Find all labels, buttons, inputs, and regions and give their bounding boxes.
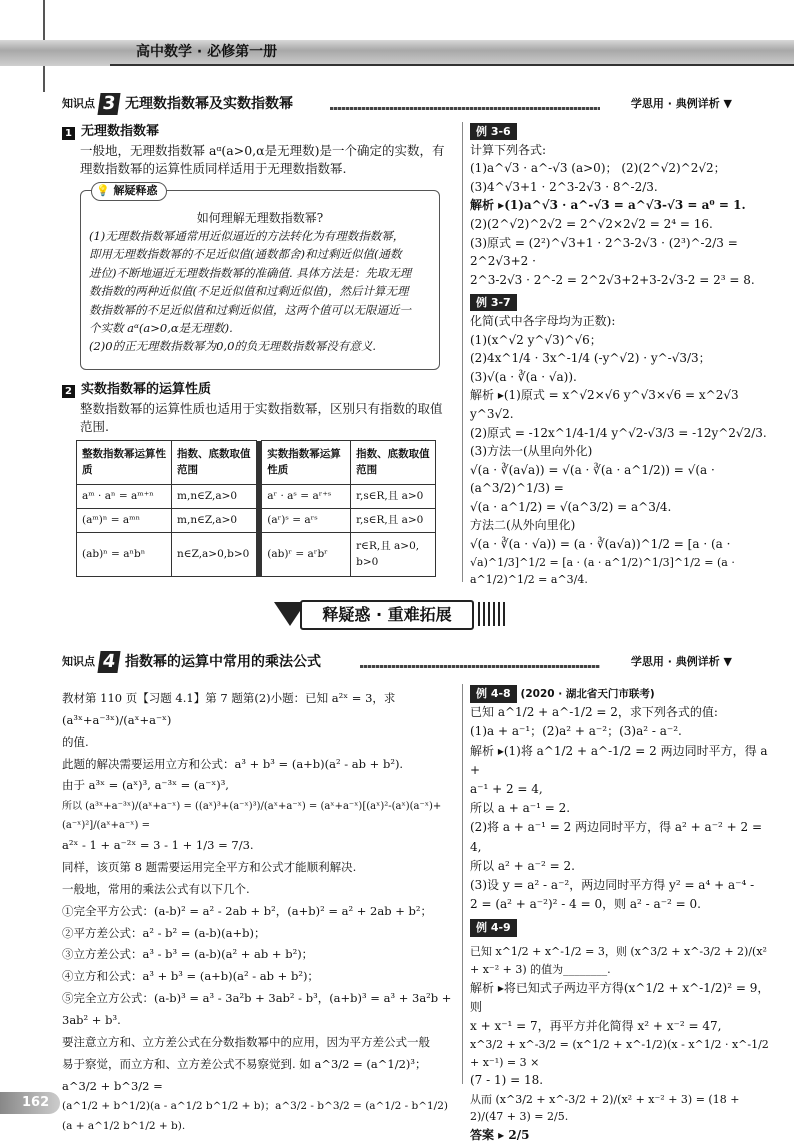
- ex36-line: (1)a^√3 · a^-√3 (a>0)； (2)(2^√2)^2√2；: [470, 161, 726, 176]
- banner-stripes-icon: [478, 602, 508, 626]
- ex49-line: (7 - 1) = 18.: [470, 1073, 544, 1088]
- table-header: 指数、底数取值范围: [172, 441, 257, 485]
- table-row: [77, 509, 436, 533]
- kp4-right-tag: 学思用 · 典例详析 ▼: [630, 654, 732, 668]
- ex48-line: 解析 ▸(1)将 a^1/2 + a^-1/2 = 2 两边同时平方，得 a +: [470, 743, 768, 777]
- table-header: 实数指数幂运算性质: [262, 441, 351, 485]
- example-4-8-tag: 例 4-8: [470, 685, 517, 703]
- kp4-line: 一般地，常用的乘法公式有以下几个.: [62, 881, 250, 896]
- page-number: 162: [0, 1092, 60, 1114]
- ex48-line: 所以 a + a⁻¹ = 2.: [470, 801, 571, 816]
- ex49-line: x^3/2 + x^-3/2 = (x^1/2 + x^-1/2)(x - x^1/2 · x^-1/2 + x⁻¹) = 3 ×: [470, 1038, 769, 1069]
- sec1-heading: [62, 122, 452, 142]
- ex49-line: x + x⁻¹ = 7，再平方并化简得 x² + x⁻² = 47,: [470, 1019, 722, 1033]
- kp4-line: ⑤完全立方公式：(a-b)³ = a³ - 3a²b + 3ab² - b³，(a+b)³ = a³ + 3a²b +: [62, 991, 452, 1006]
- table-cell: aᵐ · aⁿ = aᵐ⁺ⁿ: [77, 485, 172, 509]
- example-3-6-tag: 例 3-6: [470, 123, 517, 140]
- table-row: [77, 485, 436, 509]
- ex48-line: 2 = (a² + a⁻²)² - 4 = 0，则 a² - a⁻² = 0.: [470, 897, 701, 912]
- kp4-line: 教材第 110 页【习题 4.1】第 7 题第(2)小题：已知 a²ˣ = 3，求 (a³ˣ+a⁻³ˣ)/(aˣ+a⁻ˣ): [62, 691, 396, 727]
- banner-title: 释疑惑 · 重难拓展: [300, 600, 474, 630]
- sec2-number: 2: [62, 385, 75, 398]
- sec1-text1: 一般地，无理数指数幂 aᵅ(a>0,α是无理数)是一个确定的实数，有: [80, 142, 445, 158]
- kp4-main-text: [62, 688, 452, 1137]
- ex37-line: (2)原式 = -12x^1/4-1/4 y^√2-√3/3 = -12y^2√2/3.: [470, 425, 767, 440]
- kp3-heading: [62, 92, 732, 116]
- ex48-line: (2)将 a + a⁻¹ = 2 两边同时平方，得 a² + a⁻² + 2 = 4,: [470, 820, 763, 854]
- ex49-line: 解析 ▸将已知式子两边平方得(x^1/2 + x^-1/2)² = 9，则: [470, 980, 770, 1014]
- kp3-number: 3: [97, 93, 120, 115]
- kp4-line: 的值.: [62, 734, 89, 749]
- sec1: [62, 122, 452, 179]
- kp4-line: a²ˣ - 1 + a⁻²ˣ = 3 - 1 + 1/3 = 7/3.: [62, 838, 254, 853]
- kp4-line: 所以 (a³ˣ+a⁻³ˣ)/(aˣ+a⁻ˣ) = ((aˣ)³+(a⁻ˣ)³)/(aˣ+a⁻ˣ) = (aˣ+a⁻ˣ)[(aˣ)²-(aˣ)(a⁻ˣ)+(a⁻ˣ)²]/(aˣ+a⁻ˣ) =: [62, 801, 442, 832]
- clarification-tag-wrap: [91, 181, 167, 201]
- ex48-line: (1)a + a⁻¹；(2)a² + a⁻²；(3)a² - a⁻².: [470, 724, 682, 739]
- table-cell: r∈R,且 a>0, b>0: [351, 533, 436, 577]
- table-cell: m,n∈Z,a>0: [172, 485, 257, 509]
- kp4-line: 由于 a³ˣ = (aˣ)³, a⁻³ˣ = (a⁻ˣ)³,: [62, 778, 229, 793]
- header-rule: [110, 64, 794, 66]
- kp3-underline: [330, 107, 600, 110]
- kp3-title: 无理数指数幂及实数指数幂: [125, 95, 293, 112]
- table-cell: (ab)ʳ = aʳbʳ: [262, 533, 351, 577]
- sec1-title: 无理数指数幂: [81, 124, 160, 139]
- sec2-title: 实数指数幂的运算性质: [81, 382, 212, 397]
- clarification-line: 数指数幂的不足近似值和过剩近似值，这两个值可以无限逼近一: [89, 302, 411, 317]
- kp3-label: 知识点: [62, 96, 95, 110]
- clarification-line: 即用无理数指数幂的不足近似值(通数都舍)和过剩近似值(通数: [89, 247, 402, 262]
- bulb-icon: 💡: [96, 184, 110, 197]
- kp4-line: ④立方和公式：a³ + b³ = (a+b)(a² - ab + b²)；: [62, 969, 319, 984]
- sec2: [62, 380, 452, 437]
- section-banner: [260, 600, 530, 628]
- kp4-line: ①完全平方公式：(a-b)² = a² - 2ab + b²，(a+b)² = a² + 2ab + b²；: [62, 903, 432, 918]
- kp4-line: 同样，该页第 8 题需要运用完全平方和公式才能顺利解决.: [62, 860, 357, 875]
- table-row: [77, 533, 436, 577]
- example-4-8-source: (2020 · 湖北省天门市联考): [520, 688, 655, 700]
- ex37-line: 方法二(从外向里化): [470, 518, 576, 533]
- table-header: 指数、底数取值范围: [351, 441, 436, 485]
- ex37-line: √(a · ∛(a√a)) = √(a · ∛(a · a^1/2)) = √(a · (a^3/2)^1/3) =: [470, 462, 715, 496]
- clarification-line: 个实数 aᵅ(a>0,α是无理数).: [89, 320, 233, 335]
- ex37-line: √(a · ∛(a · √a)) = (a · ∛(a√a))^1/2 = [a · (a ·: [470, 537, 731, 552]
- ex37-line: (1)(x^√2 y^√3)^√6；: [470, 332, 602, 347]
- ex48-line: (3)设 y = a² - a⁻²，两边同时平方得 y² = a⁴ + a⁻⁴ -: [470, 877, 755, 892]
- kp4-number: 4: [97, 651, 120, 673]
- ex37-line: (3)√(a · ∛(a · √a)).: [470, 369, 577, 384]
- ex36-line: 2^3-2√3 · 2^-2 = 2^2√3+2+3-2√3-2 = 2³ = 8.: [470, 272, 755, 287]
- sec1-number: 1: [62, 127, 75, 140]
- table-cell: m,n∈Z,a>0: [172, 509, 257, 533]
- table-cell: (aᵐ)ⁿ = aᵐⁿ: [77, 509, 172, 533]
- kp4-line: ③立方差公式：a³ - b³ = (a-b)(a² + ab + b²)；: [62, 947, 314, 962]
- ex49-line: 从而 (x^3/2 + x^-3/2 + 2)/(x² + x⁻² + 3) = (18 + 2)/(47 + 3) = 2/5.: [470, 1092, 740, 1124]
- table-cell: (ab)ⁿ = aⁿbⁿ: [77, 533, 172, 577]
- clarification-box: [80, 184, 440, 370]
- ex36-line: (3)4^√3+1 · 2^3-2√3 · 8^-2/3.: [470, 179, 658, 194]
- table-header: 整数指数幂运算性质: [77, 441, 172, 485]
- sec2-text1: 整数指数幂的运算性质也适用于实数指数幂，区别只有指数的取值: [80, 400, 443, 416]
- clarification-question: 如何理解无理数指数幂?: [196, 211, 324, 225]
- kp4-line: (a^1/2 + b^1/2)(a - a^1/2 b^1/2 + b)；a^3/2 - b^3/2 = (a^1/2 - b^1/2)(a + a^1/2 b^1/2 + b).: [62, 1100, 448, 1133]
- table-cell: r,s∈R,且 a>0: [351, 509, 436, 533]
- ex37-line: (3)方法一(从里向外化): [470, 444, 593, 459]
- table-cell: (aʳ)ˢ = aʳˢ: [262, 509, 351, 533]
- clarification-line: 进位)不断地逼近无理数指数幂的准确值. 具体方法是：先取无理: [89, 265, 412, 280]
- sec1-text2: 理数指数幂的运算性质同样适用于无理数指数幂.: [80, 161, 347, 177]
- ex49-answer: 答案 ▸ 2/5: [470, 1127, 530, 1142]
- kp4-label: 知识点: [62, 654, 95, 668]
- ex37-line: √(a · a^1/2) = √(a^3/2) = a^3/4.: [470, 499, 672, 514]
- sec2-text2: 范围.: [80, 419, 109, 435]
- ex48-line: 已知 a^1/2 + a^-1/2 = 2，求下列各式的值:: [470, 705, 718, 720]
- exponent-rules-table: [76, 440, 436, 577]
- examples-3: [470, 122, 770, 588]
- clarification-line: (2)0的正无理数指数幂为0,0的负无理数指数幂没有意义.: [89, 339, 377, 354]
- table-cell: n∈Z,a>0,b>0: [172, 533, 257, 577]
- examples-4: [470, 684, 770, 1145]
- table-cell: r,s∈R,且 a>0: [351, 485, 436, 509]
- kp4-line: 易于察觉，而立方和、立方差公式不易察觉到. 如 a^3/2 = (a^1/2)³；a^3/2 + b^3/2 =: [62, 1056, 427, 1093]
- kp3-right-tag: 学思用 · 典例详析 ▼: [630, 96, 732, 110]
- ex49-line: 已知 x^1/2 + x^-1/2 = 3，则 (x^3/2 + x^-3/2 + 2)/(x² + x⁻² + 3) 的值为________.: [470, 945, 767, 977]
- ex36-line: (2)(2^√2)^2√2 = 2^√2×2√2 = 2⁴ = 16.: [470, 216, 713, 231]
- kp4-title: 指数幂的运算中常用的乘法公式: [125, 653, 321, 670]
- clarification-line: (1)无理数指数幂通常用近似逼近的方法转化为有理数指数幂，: [89, 229, 405, 243]
- kp4-line: 此题的解决需要运用立方和公式：a³ + b³ = (a+b)(a² - ab + b²).: [62, 756, 404, 771]
- book-title: 高中数学 · 必修第一册: [136, 44, 278, 60]
- table-cell: aʳ · aˢ = aʳ⁺ˢ: [262, 485, 351, 509]
- clarification-body: [81, 227, 439, 356]
- column-divider: [462, 122, 463, 582]
- ex48-line: a⁻¹ + 2 = 4,: [470, 781, 543, 796]
- kp4-line: 3ab² + b³.: [62, 1012, 121, 1027]
- header-band: [0, 40, 794, 66]
- example-4-9-tag: 例 4-9: [470, 919, 517, 937]
- clarification-tag: 💡 解疑释惑: [91, 182, 167, 201]
- ex48-line: 所以 a² + a⁻² = 2.: [470, 858, 575, 873]
- ex37-line: (2)4x^1/4 · 3x^-1/4 (-y^√2) · y^-√3/3；: [470, 351, 711, 366]
- ex37-line: 解析 ▸(1)原式 = x^√2×√6 y^√3×√6 = x^2√3 y^3√2.: [470, 388, 739, 421]
- kp4-heading: [62, 650, 732, 674]
- ex36-line: 计算下列各式:: [470, 142, 547, 157]
- example-3-7-tag: 例 3-7: [470, 294, 517, 311]
- kp4-line: 要注意立方和、立方差公式在分数指数幂中的应用，因为平方差公式一般: [62, 1034, 430, 1049]
- kp4-line: ②平方差公式：a² - b² = (a-b)(a+b)；: [62, 925, 266, 940]
- sec2-heading: [62, 380, 452, 400]
- kp4-underline: [360, 665, 600, 668]
- ex37-line: √a)^1/3]^1/2 = [a · (a · a^1/2)^1/3]^1/2 = (a · a^1/2)^1/2 = a^3/4.: [470, 555, 735, 586]
- ex36-line: (3)原式 = (2²)^√3+1 · 2^3-2√3 · (2³)^-2/3 = 2^2√3+2 ·: [470, 235, 738, 269]
- column-divider: [462, 684, 463, 1084]
- ex36-line: 解析 ▸(1)a^√3 · a^-√3 = a^√3-√3 = a⁰ = 1.: [470, 198, 746, 213]
- ex37-line: 化简(式中各字母均为正数):: [470, 313, 616, 328]
- clarification-line: 数指数的两种近似值(不足近似值和过剩近似值)，然后计算无理: [89, 284, 409, 299]
